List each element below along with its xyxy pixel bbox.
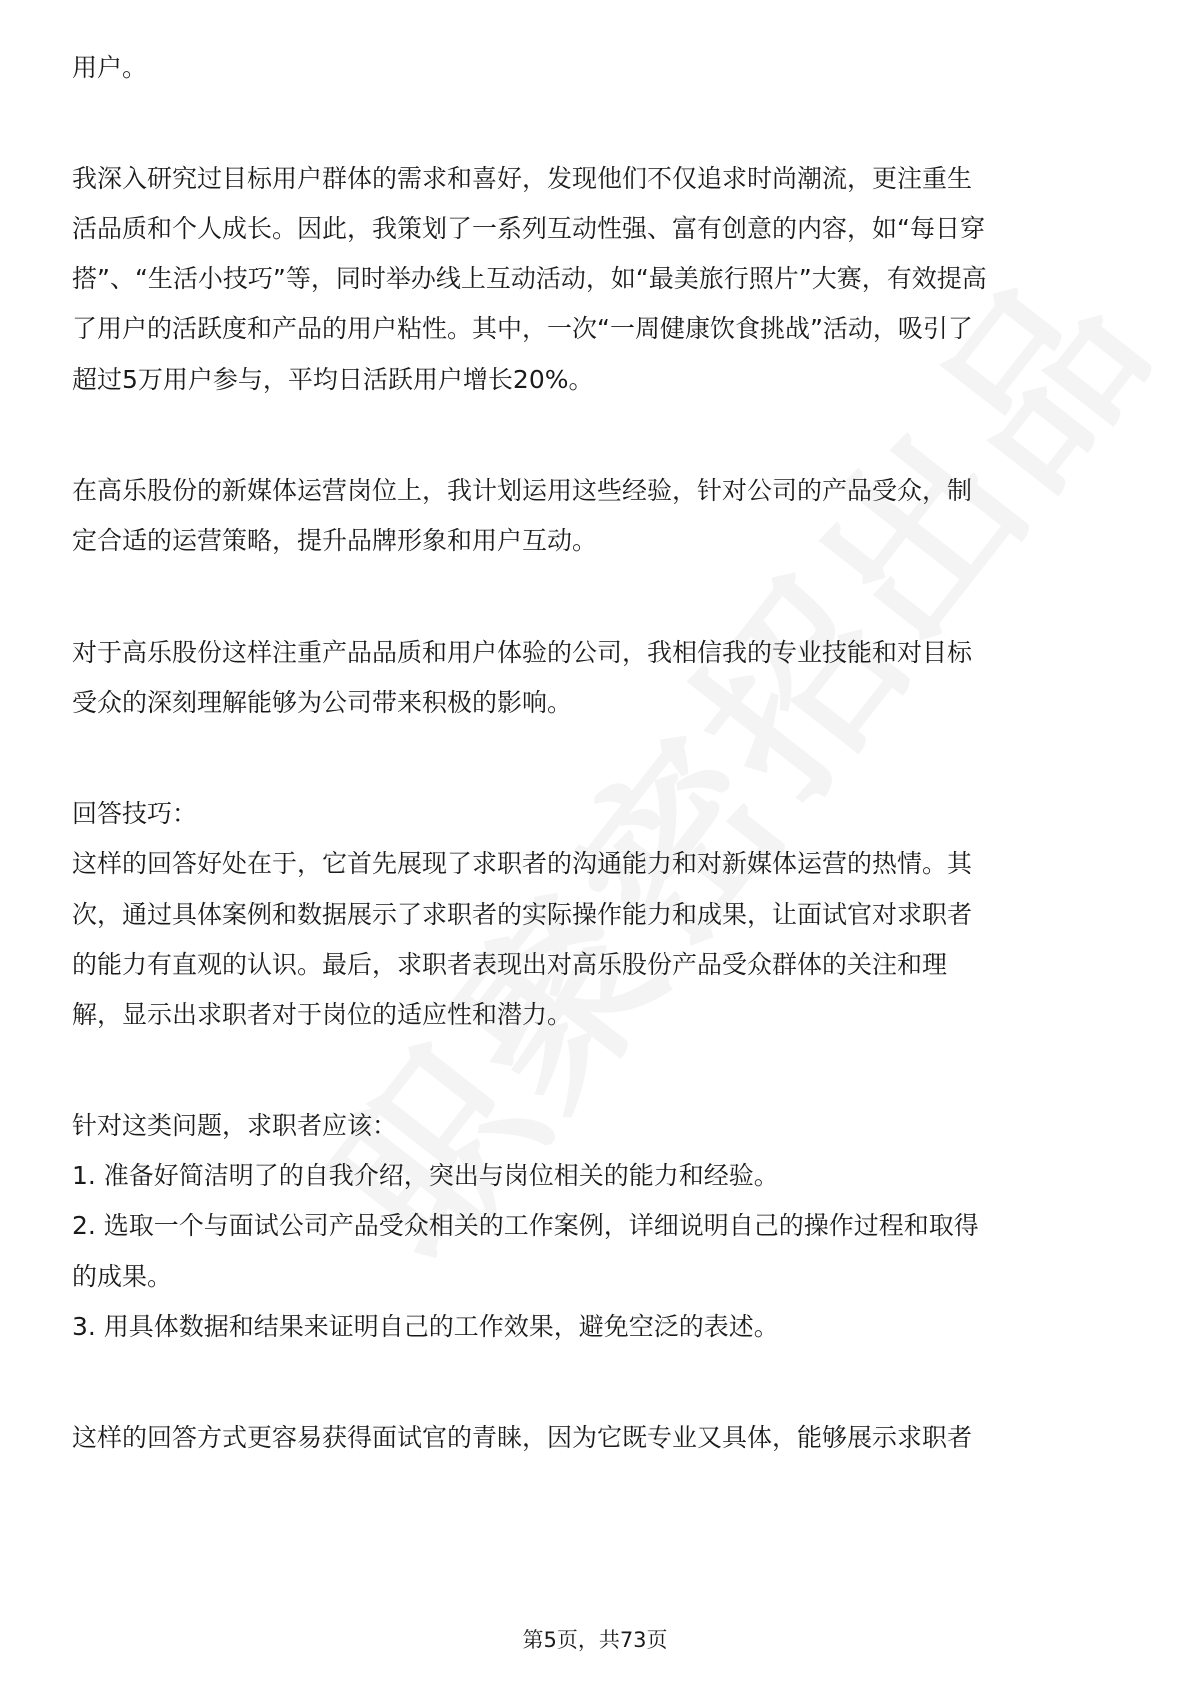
- paragraph-line: 用户。: [72, 53, 148, 82]
- paragraph-line: 搭”、“生活小技巧”等，同时举办线上互动活动，如“最美旅行照片”大赛，有效提高: [72, 264, 987, 293]
- paragraph-line: 这样的回答方式更容易获得面试官的青睐，因为它既专业又具体，能够展示求职者: [72, 1423, 973, 1452]
- paragraph-line: 定合适的运营策略，提升品牌形象和用户互动。: [72, 526, 598, 555]
- paragraph-line: 解，显示出求职者对于岗位的适应性和潜力。: [72, 1000, 573, 1029]
- list-item-continuation: 的成果。: [72, 1262, 173, 1291]
- paragraph-line: 我深入研究过目标用户群体的需求和喜好，发现他们不仅追求时尚潮流，更注重生: [72, 164, 973, 193]
- page-number: 第5页，共73页: [522, 1628, 668, 1652]
- paragraph-line: 活品质和个人成长。因此，我策划了一系列互动性强、富有创意的内容，如“每日穿: [72, 214, 985, 243]
- paragraph-line: 对于高乐股份这样注重产品品质和用户体验的公司，我相信我的专业技能和对目标: [72, 638, 973, 667]
- watermark: [261, 569, 919, 1304]
- list-item: 2. 选取一个与面试公司产品受众相关的工作案例，详细说明自己的操作过程和取得: [72, 1211, 979, 1240]
- paragraph-line: 次，通过具体案例和数据展示了求职者的实际操作能力和成果，让面试官对求职者: [72, 900, 973, 929]
- paragraph-line: 在高乐股份的新媒体运营岗位上，我计划运用这些经验，针对公司的产品受众，制: [72, 476, 973, 505]
- paragraph-line: 了用户的活跃度和产品的用户粘性。其中，一次“一周健康饮食挑战”活动，吸引了: [72, 314, 973, 343]
- section-heading: 回答技巧：: [72, 799, 198, 828]
- list-item: 1. 准备好简洁明了的自我介绍，突出与岗位相关的能力和经验。: [72, 1161, 779, 1190]
- paragraph-line: 这样的回答好处在于，它首先展现了求职者的沟通能力和对新媒体运营的热情。其: [72, 849, 973, 878]
- paragraph-line: 的能力有直观的认识。最后，求职者表现出对高乐股份产品受众群体的关注和理: [72, 950, 948, 979]
- section-heading: 针对这类问题，求职者应该：: [72, 1111, 398, 1140]
- paragraph-line: 受众的深刻理解能够为公司带来积极的影响。: [72, 688, 573, 717]
- paragraph-line: 超过5万用户参与，平均日活跃用户增长20%。: [72, 365, 594, 394]
- list-item: 3. 用具体数据和结果来证明自己的工作效果，避免空泛的表述。: [72, 1312, 779, 1341]
